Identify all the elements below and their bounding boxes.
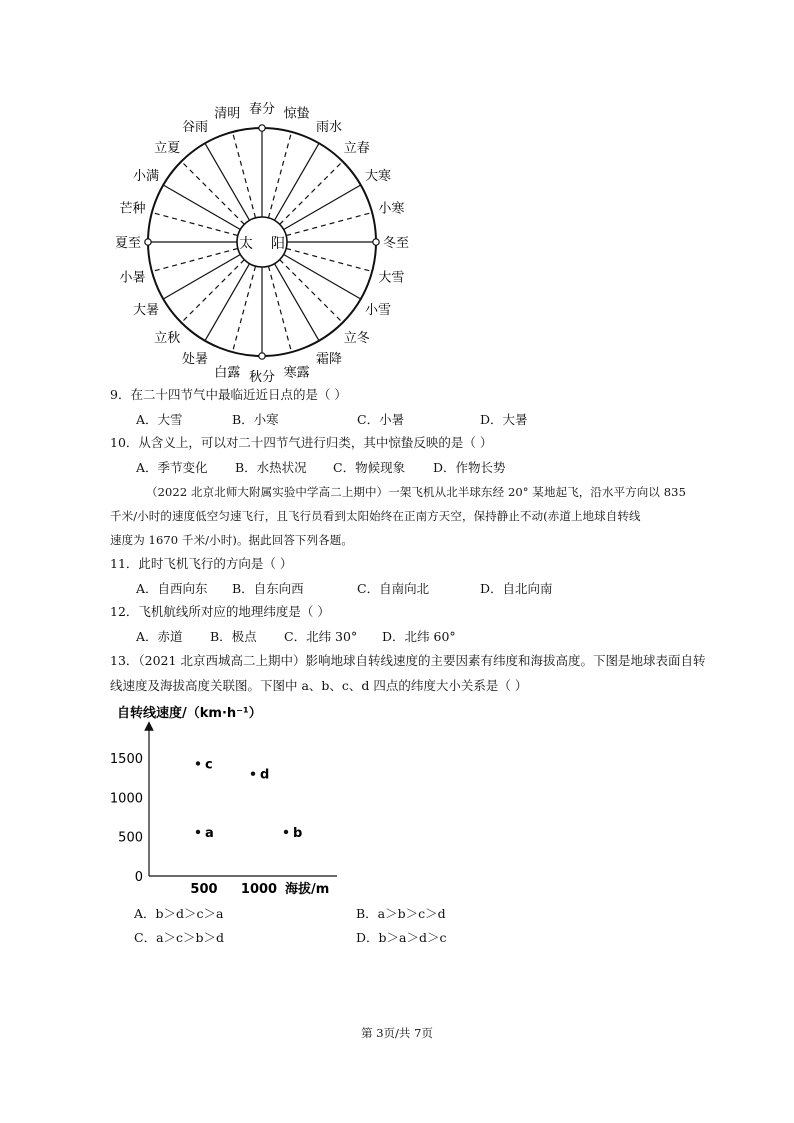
term-label-10: 霜降: [315, 352, 343, 368]
q10-option-c: C．物候现象: [333, 460, 406, 475]
chart-xlabel: 海拔/m: [285, 882, 330, 897]
q13-stem-line-2: 线速度及海拔高度关联图。下图中 a、b、c、d 四点的纬度大小关系是（ ）: [110, 678, 528, 693]
point-b: [284, 830, 288, 834]
q12-stem: 12．飞机航线所对应的地理纬度是（ ）: [110, 604, 330, 619]
spoke-23: [232, 132, 255, 218]
point-label-b: b: [293, 825, 303, 841]
spoke-1: [268, 132, 291, 218]
q10-stem: 10．从含义上，可以对二十四节气进行归类，其中惊蛰反映的是（ ）: [110, 435, 493, 450]
passage-line-1: （2022 北京北师大附属实验中学高二上期中）一架飞机从北半球东经 20° 某地起飞，沿水平方向以 835: [146, 485, 687, 499]
point-a: [196, 830, 200, 834]
term-label-18: 夏至: [114, 236, 142, 251]
spoke-22: [205, 143, 250, 220]
spoke-11: [268, 266, 291, 352]
q10-option-d: D．作物长势: [433, 460, 506, 475]
q13-option-d: D．b＞a＞d＞c: [356, 930, 447, 945]
passage-line-2: 千米/小时的速度低空匀速飞行，且飞行员看到太阳始终在正南方天空，保持静止不动(赤道上地球自转线: [110, 509, 641, 523]
q10-option-b: B．水热状况: [235, 460, 307, 475]
q11-option-d: D．自北向南: [480, 581, 553, 596]
y-tick-1500: 1500: [109, 752, 143, 767]
q13-option-c: C．a＞c＞b＞d: [134, 930, 225, 945]
term-label-11: 寒露: [283, 365, 310, 381]
marker-12: [259, 353, 265, 359]
x-tick-1000: 1000: [240, 882, 278, 897]
spoke-4: [284, 185, 361, 230]
term-label-15: 立秋: [154, 330, 181, 346]
spoke-3: [280, 161, 343, 224]
term-label-6: 冬至: [382, 236, 410, 251]
spoke-2: [275, 143, 320, 220]
term-label-8: 小雪: [365, 303, 392, 318]
q9-option-c: C．小暑: [357, 412, 405, 427]
spoke-21: [181, 161, 244, 224]
marker-0: [259, 125, 265, 131]
point-label-a: a: [205, 825, 214, 841]
rotation-speed-chart: [105, 700, 365, 900]
spoke-19: [152, 212, 238, 235]
term-label-21: 立夏: [154, 141, 181, 157]
q11-option-c: C．自南向北: [357, 581, 430, 596]
spoke-14: [205, 264, 250, 341]
marker-6: [373, 239, 379, 245]
y-tick-500: 500: [118, 830, 143, 846]
term-label-16: 大暑: [132, 303, 159, 318]
x-tick-500: 500: [190, 882, 218, 897]
spoke-10: [275, 264, 320, 341]
term-label-17: 小暑: [119, 270, 146, 286]
q11-option-a: A．自西向东: [136, 581, 208, 596]
sun-label-2: 阳: [271, 236, 285, 252]
term-label-4: 大寒: [365, 169, 392, 184]
marker-18: [145, 239, 151, 245]
spoke-9: [280, 260, 343, 323]
q10-option-a: A．季节变化: [136, 460, 208, 475]
q12-option-c: C．北纬 30°: [284, 629, 358, 644]
solar-terms-diagram: [100, 100, 430, 390]
q9-option-b: B．小寒: [232, 412, 279, 427]
q12-option-d: D．北纬 60°: [382, 629, 456, 644]
term-label-5: 小寒: [378, 201, 405, 217]
term-label-14: 处暑: [181, 352, 209, 368]
spoke-17: [152, 248, 238, 271]
q13-stem-line-1: 13．（2021 北京西城高二上期中）影响地球自转线速度的主要因素有纬度和海拔高度。下图是地球表面自转: [110, 653, 706, 668]
page-footer: 第 3页/共 7页: [361, 1026, 433, 1040]
spoke-8: [284, 255, 361, 300]
spoke-13: [232, 266, 255, 352]
point-label-c: c: [205, 757, 213, 773]
chart-ylabel: 自转线速度/（km·h⁻¹）: [117, 706, 262, 721]
sun-label-1: 太: [239, 236, 253, 252]
spoke-16: [163, 255, 240, 300]
passage-line-3: 速度为 1670 千米/小时)。据此回答下列各题。: [110, 533, 353, 547]
q12-option-a: A．赤道: [136, 629, 183, 644]
term-label-22: 谷雨: [181, 119, 209, 135]
spoke-5: [286, 212, 372, 235]
point-c: [196, 761, 200, 765]
point-label-d: d: [260, 767, 270, 783]
point-d: [251, 772, 255, 776]
chart-points: [196, 758, 303, 841]
q9-option-d: D．大暑: [480, 412, 528, 427]
term-label-3: 立春: [343, 141, 370, 157]
q9-option-a: A．大雪: [136, 412, 183, 427]
term-label-19: 芒种: [119, 201, 146, 217]
term-label-20: 小满: [132, 169, 159, 184]
q12-option-b: B．极点: [210, 629, 257, 644]
term-label-23: 清明: [214, 106, 241, 122]
term-label-9: 立冬: [343, 330, 370, 346]
term-label-1: 惊蛰: [283, 106, 310, 122]
term-label-2: 雨水: [315, 119, 343, 135]
q11-stem: 11．此时飞机飞行的方向是（ ）: [110, 556, 293, 571]
q13-option-a: A．b＞d＞c＞a: [134, 906, 224, 921]
q9-stem: 9．在二十四节气中最临近近日点的是（ ）: [110, 387, 347, 402]
q13-option-b: B．a＞b＞c＞d: [356, 906, 446, 921]
y-tick-0: 0: [134, 870, 143, 885]
q11-option-b: B．自东向西: [232, 581, 304, 596]
y-tick-1000: 1000: [109, 791, 143, 807]
spoke-15: [181, 260, 244, 323]
term-label-13: 白露: [214, 365, 241, 381]
term-label-12: 秋分: [248, 370, 276, 385]
spoke-7: [286, 248, 372, 271]
term-label-7: 大雪: [378, 270, 405, 286]
spoke-20: [163, 185, 240, 230]
term-label-0: 春分: [248, 102, 276, 117]
